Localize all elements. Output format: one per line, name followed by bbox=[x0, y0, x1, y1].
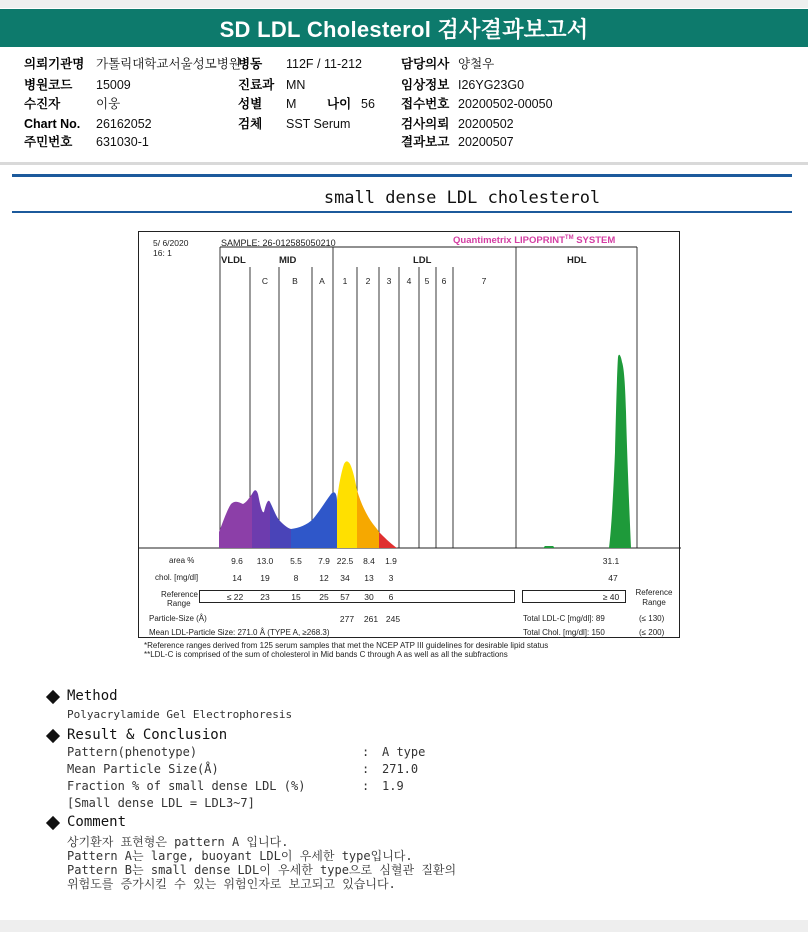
info-label: 성별 bbox=[238, 97, 263, 111]
info-label: 의뢰기관명 bbox=[24, 57, 85, 71]
comment-line: 상기환자 표현형은 pattern A 입니다. bbox=[67, 835, 289, 849]
ldl1-peak bbox=[337, 461, 357, 548]
ref-vldl: ≤ 22 bbox=[226, 592, 244, 602]
info-value: 이웅 bbox=[96, 97, 121, 111]
brand-name: Quantimetrix LIPOPRINT bbox=[453, 235, 565, 247]
ldl3-peak bbox=[379, 532, 397, 548]
info-label: 나이 bbox=[327, 97, 352, 111]
result-sep: : bbox=[362, 762, 370, 776]
method-bullet-icon bbox=[46, 690, 60, 704]
total-ldl-c: Total LDL-C [mg/dl]: 89 bbox=[523, 614, 605, 623]
bottom-bar bbox=[0, 920, 808, 932]
info-label: 검체 bbox=[238, 117, 263, 131]
area-ldl1: 22.5 bbox=[336, 556, 354, 566]
hdl-minor-peak bbox=[543, 546, 555, 548]
result-title: Result & Conclusion bbox=[67, 727, 228, 743]
chol-a: 12 bbox=[319, 573, 329, 583]
mean-particle-size: Mean LDL-Particle Size: 271.0 Å (TYPE A, ≥268.3) bbox=[149, 628, 330, 637]
band-mid: MID bbox=[279, 255, 297, 266]
info-value: 20200502-00050 bbox=[458, 97, 553, 111]
row-label-range: Range bbox=[167, 599, 191, 608]
result-sep: : bbox=[362, 745, 370, 759]
subband-4: 4 bbox=[406, 276, 412, 286]
ref-c: 23 bbox=[260, 592, 270, 602]
total-chol: Total Chol. [mg/dl]: 150 bbox=[523, 628, 605, 637]
info-label: 접수번호 bbox=[401, 97, 450, 111]
area-c: 13.0 bbox=[256, 556, 274, 566]
comment-title: Comment bbox=[67, 814, 127, 830]
result-value: A type bbox=[382, 745, 426, 759]
footnote-ldl-c: **LDL-C is comprised of the sum of cholesterol in Mid bands C through A as well as all the subfractions bbox=[144, 650, 508, 659]
band-ldl: LDL bbox=[413, 255, 432, 266]
info-value: I26YG23G0 bbox=[458, 78, 525, 92]
info-value: 양철우 bbox=[458, 57, 495, 71]
info-label: 진료과 bbox=[238, 78, 275, 92]
subband-7: 7 bbox=[481, 276, 487, 286]
ref-ldl2: 30 bbox=[364, 592, 374, 602]
chol-ldl1: 34 bbox=[340, 573, 350, 583]
hdl-peak bbox=[609, 355, 631, 548]
mid-b-peak bbox=[270, 502, 291, 548]
result-label: Fraction % of small dense LDL (%) bbox=[67, 779, 306, 793]
particle-ldl2: 261 bbox=[363, 614, 379, 624]
chart-date: 5/ 6/2020 bbox=[153, 238, 189, 248]
chol-ldl3: 3 bbox=[388, 573, 394, 583]
header-divider bbox=[0, 162, 808, 165]
row-label-particle: Particle-Size (Å) bbox=[149, 614, 207, 623]
subband-6: 6 bbox=[441, 276, 447, 286]
sample-id: SAMPLE: 26-012585050210 bbox=[221, 238, 336, 248]
subband-b: B bbox=[292, 276, 298, 286]
info-value: M bbox=[286, 97, 297, 111]
mid-a-peak bbox=[291, 492, 337, 548]
area-a: 7.9 bbox=[318, 556, 330, 566]
info-value: 15009 bbox=[96, 78, 131, 92]
method-title: Method bbox=[67, 688, 118, 704]
section-title-text: small dense LDL cholesterol bbox=[323, 188, 601, 208]
result-label: Mean Particle Size(Å) bbox=[67, 762, 219, 776]
info-value: 26162052 bbox=[96, 117, 152, 131]
chol-c: 19 bbox=[260, 573, 270, 583]
row-label-area: area % bbox=[169, 556, 195, 565]
chol-ldl2: 13 bbox=[364, 573, 374, 583]
info-value: 20200507 bbox=[458, 135, 514, 149]
chol-vldl: 14 bbox=[232, 573, 242, 583]
particle-ldl1: 277 bbox=[339, 614, 355, 624]
band-vldl: VLDL bbox=[221, 255, 246, 266]
total-chol-ref: (≤ 200) bbox=[639, 628, 665, 637]
section-title bbox=[12, 188, 792, 208]
info-value: 가톨릭대학교서울성모병원 bbox=[96, 57, 241, 71]
result-bullet-icon bbox=[46, 729, 60, 743]
ref-ldl3: 6 bbox=[388, 592, 394, 602]
info-label: 주민번호 bbox=[24, 135, 73, 149]
area-b: 5.5 bbox=[290, 556, 302, 566]
brand-suffix: SYSTEM bbox=[576, 235, 616, 247]
section-rule-bottom bbox=[12, 211, 792, 213]
area-ldl2: 8.4 bbox=[363, 556, 375, 566]
ref-ldl1: 57 bbox=[340, 592, 350, 602]
result-value: 1.9 bbox=[382, 779, 404, 793]
vldl-peak bbox=[219, 494, 252, 548]
comment-line: 위험도를 증가시킬 수 있는 위험인자로 보고되고 있습니다. bbox=[67, 877, 396, 891]
comment-line: Pattern A는 large, buoyant LDL이 우세한 type입니다. bbox=[67, 849, 413, 863]
ldl2-peak bbox=[357, 490, 379, 548]
info-label: 검사의뢰 bbox=[401, 117, 450, 131]
mid-c-peak bbox=[252, 490, 270, 548]
info-value: MN bbox=[286, 78, 306, 92]
ref-range-right-label: Reference Range bbox=[635, 588, 673, 607]
info-label: 병원코드 bbox=[24, 78, 73, 92]
small-dense-note: [Small dense LDL = LDL3~7] bbox=[67, 796, 255, 810]
method-text: Polyacrylamide Gel Electrophoresis bbox=[67, 708, 293, 721]
info-label: 결과보고 bbox=[401, 135, 450, 149]
chol-hdl: 47 bbox=[608, 573, 618, 583]
row-label-chol: chol. [mg/dl] bbox=[155, 573, 199, 582]
info-label: 담당의사 bbox=[401, 57, 450, 71]
info-value: 112F / 11-212 bbox=[286, 57, 362, 71]
subband-c: C bbox=[261, 276, 269, 286]
area-ldl3: 1.9 bbox=[385, 556, 397, 566]
info-label: 임상정보 bbox=[401, 78, 450, 92]
subband-1: 1 bbox=[342, 276, 348, 286]
subband-5: 5 bbox=[424, 276, 430, 286]
info-value: SST Serum bbox=[286, 117, 351, 131]
brand-tm: TM bbox=[564, 235, 574, 241]
info-label: 병동 bbox=[238, 57, 263, 71]
footnote-reference: *Reference ranges derived from 125 serum samples that met the NCEP ATP III guidelines for desirable lipid status bbox=[144, 641, 549, 650]
result-sep: : bbox=[362, 779, 370, 793]
subband-a: A bbox=[319, 276, 325, 286]
comment-line: Pattern B는 small dense LDL이 우세한 type으로 심혈관 질환의 bbox=[67, 863, 457, 877]
ref-hdl: ≥ 40 bbox=[602, 592, 620, 602]
ref-b: 15 bbox=[291, 592, 301, 602]
band-dividers bbox=[139, 247, 681, 548]
row-label-ref: Reference bbox=[161, 590, 198, 599]
band-hdl: HDL bbox=[567, 255, 587, 266]
result-value: 271.0 bbox=[382, 762, 419, 776]
particle-ldl3: 245 bbox=[385, 614, 401, 624]
section-rule-top bbox=[12, 174, 792, 177]
info-label: 수진자 bbox=[24, 97, 61, 111]
info-value: 20200502 bbox=[458, 117, 514, 131]
lipoprint-chart bbox=[138, 231, 680, 638]
info-value: 56 bbox=[361, 97, 375, 111]
result-label: Pattern(phenotype) bbox=[67, 745, 198, 759]
total-ldl-c-ref: (≤ 130) bbox=[639, 614, 665, 623]
area-vldl: 9.6 bbox=[231, 556, 243, 566]
area-hdl: 31.1 bbox=[602, 556, 620, 566]
chart-time: 16: 1 bbox=[153, 248, 172, 258]
subband-3: 3 bbox=[386, 276, 392, 286]
ref-a: 25 bbox=[319, 592, 329, 602]
top-rule bbox=[0, 0, 808, 8]
chol-b: 8 bbox=[293, 573, 299, 583]
info-label: Chart No. bbox=[24, 117, 81, 131]
report-title: SD LDL Cholesterol 검사결과보고서 bbox=[0, 9, 808, 47]
info-value: 631030-1 bbox=[96, 135, 149, 149]
subband-2: 2 bbox=[365, 276, 371, 286]
comment-bullet-icon bbox=[46, 816, 60, 830]
